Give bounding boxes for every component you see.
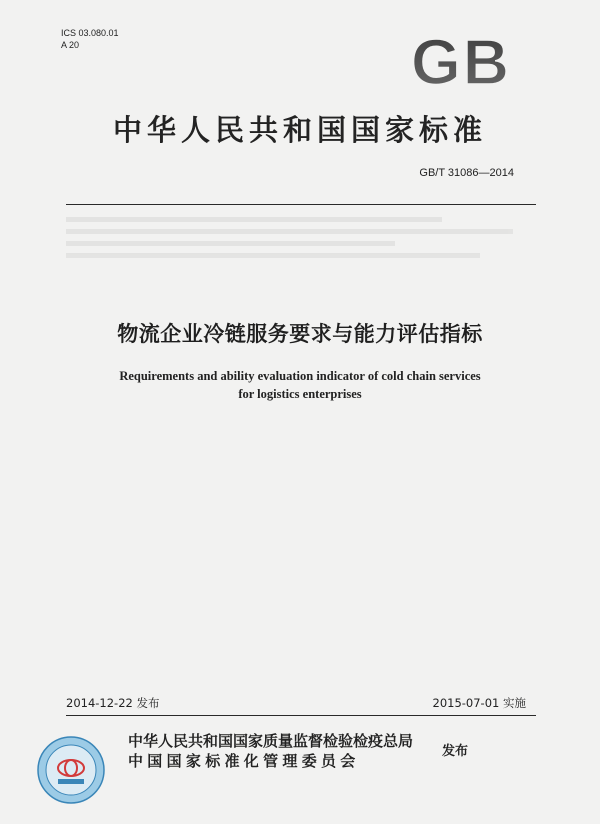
english-title-line1: Requirements and ability evaluation indicator of cold chain services bbox=[119, 369, 481, 383]
document-title-english bbox=[0, 367, 600, 403]
standard-number: GB/T 31086—2014 bbox=[419, 167, 514, 179]
national-standard-title: 中华人民共和国国家标准 bbox=[112, 113, 487, 147]
gb-logo bbox=[392, 32, 530, 90]
footer-rule bbox=[66, 715, 536, 716]
issuer-sac: 中国国家标准化管理委员会 bbox=[128, 752, 360, 770]
implementation-date: 2015-07-01 实施 bbox=[432, 696, 526, 710]
publish-label: 发布 bbox=[442, 744, 469, 759]
issuer-aqsiq: 中华人民共和国国家质量监督检验检疫总局 bbox=[128, 732, 414, 750]
show-through-text bbox=[66, 210, 536, 270]
english-title-line2: for logistics enterprises bbox=[238, 387, 362, 401]
gb-logo-text: GB bbox=[411, 32, 511, 90]
document-title-chinese: 物流企业冷链服务要求与能力评估指标 bbox=[117, 322, 483, 346]
issue-date: 2014-12-22 发布 bbox=[66, 696, 160, 710]
issuing-authorities bbox=[128, 731, 413, 771]
ics-code: ICS 03.080.01 bbox=[61, 28, 119, 38]
anti-counterfeit-seal-icon bbox=[36, 735, 106, 805]
classification-block bbox=[61, 27, 119, 51]
ccs-code: A 20 bbox=[61, 40, 80, 50]
header-rule bbox=[66, 204, 536, 205]
